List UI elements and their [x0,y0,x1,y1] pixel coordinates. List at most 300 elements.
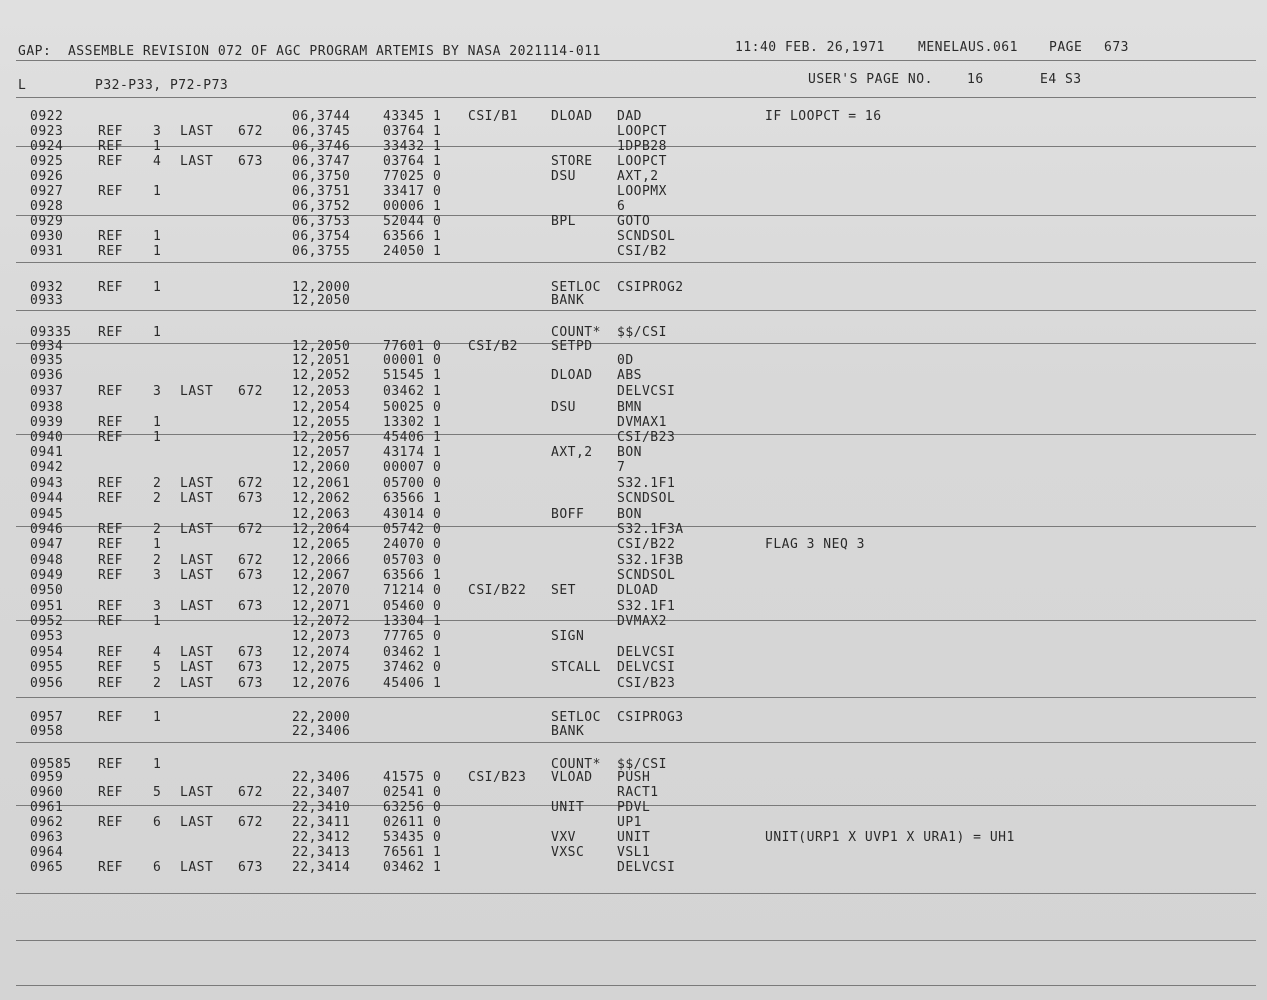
paper-rule [16,940,1256,941]
line-number: 0923 [30,124,64,139]
memory-address: 12,2066 [292,553,351,568]
octal-word: 03462 1 [383,384,442,399]
line-number: 0946 [30,522,64,537]
line-number: 0961 [30,800,64,815]
listing-row [0,384,1267,399]
ref-count: 1 [153,244,162,259]
operand: CSI/B23 [617,430,676,445]
ref-keyword: REF [98,568,123,583]
source-tag: MENELAUS.061 [918,40,1018,55]
octal-word: 77765 0 [383,629,442,644]
operand: SCNDSOL [617,229,676,244]
operand: LOOPCT [617,124,667,139]
memory-address: 12,2072 [292,614,351,629]
ref-count: 2 [153,676,162,691]
last-page: 672 [238,815,263,830]
memory-address: 06,3744 [292,109,351,124]
line-number: 0948 [30,553,64,568]
ref-keyword: REF [98,184,123,199]
listing-row [0,599,1267,614]
line-number: 0939 [30,415,64,430]
last-keyword: LAST [180,568,214,583]
operand: LOOPMX [617,184,667,199]
operand: DVMAX1 [617,415,667,430]
operand: CSIPROG2 [617,280,684,295]
memory-address: 12,2060 [292,460,351,475]
ref-count: 1 [153,229,162,244]
ref-count: 1 [153,757,162,772]
operand: CSI/B2 [617,244,667,259]
ref-count: 1 [153,325,162,340]
opcode: SETLOC [551,280,601,295]
memory-address: 06,3753 [292,214,351,229]
last-keyword: LAST [180,860,214,875]
paper-rule [16,893,1256,894]
octal-word: 03764 1 [383,154,442,169]
memory-address: 06,3754 [292,229,351,244]
octal-word: 05742 0 [383,522,442,537]
listing-row [0,860,1267,875]
operand: DVMAX2 [617,614,667,629]
opcode: SIGN [551,629,585,644]
line-number: 0933 [30,293,64,308]
memory-address: 22,3406 [292,724,351,739]
memory-address: 22,2000 [292,710,351,725]
line-number: 0925 [30,154,64,169]
operand: $$/CSI [617,325,667,340]
last-page: 672 [238,124,263,139]
listing-row [0,629,1267,644]
opcode: SETPD [551,339,593,354]
memory-address: 12,2052 [292,368,351,383]
ref-keyword: REF [98,476,123,491]
memory-address: 12,2075 [292,660,351,675]
octal-word: 53435 0 [383,830,442,845]
listing-row [0,139,1267,154]
operand: S32.1F3B [617,553,684,568]
header-rule [16,60,1256,61]
program-range: P32-P33, P72-P73 [95,78,229,93]
octal-word: 63566 1 [383,568,442,583]
listing-row [0,124,1267,139]
operand: CSI/B23 [617,676,676,691]
last-page: 673 [238,660,263,675]
users-page-label: USER'S PAGE NO. [808,72,933,87]
label-tag: CSI/B2 [468,339,518,354]
listing-row [0,583,1267,598]
line-number: 0924 [30,139,64,154]
ref-keyword: REF [98,614,123,629]
ref-count: 1 [153,710,162,725]
last-keyword: LAST [180,476,214,491]
memory-address: 12,2064 [292,522,351,537]
octal-word: 77601 0 [383,339,442,354]
ref-keyword: REF [98,553,123,568]
operand: DELVCSI [617,384,676,399]
label-tag: CSI/B22 [468,583,527,598]
octal-word: 76561 1 [383,845,442,860]
last-page: 672 [238,522,263,537]
operand: PDVL [617,800,651,815]
listing-row [0,676,1267,691]
octal-word: 43174 1 [383,445,442,460]
ref-count: 1 [153,280,162,295]
ref-keyword: REF [98,785,123,800]
listing-row [0,169,1267,184]
line-number: 0956 [30,676,64,691]
octal-word: 03462 1 [383,645,442,660]
octal-word: 63566 1 [383,229,442,244]
octal-word: 24050 1 [383,244,442,259]
last-page: 672 [238,476,263,491]
ref-keyword: REF [98,599,123,614]
last-page: 673 [238,154,263,169]
octal-word: 13304 1 [383,614,442,629]
label-tag: CSI/B23 [468,770,527,785]
operand: PUSH [617,770,651,785]
line-number: 0936 [30,368,64,383]
memory-address: 06,3752 [292,199,351,214]
line-number: 0952 [30,614,64,629]
memory-address: 06,3745 [292,124,351,139]
listing-row [0,537,1267,552]
last-page: 672 [238,785,263,800]
section-code: E4 S3 [1040,72,1082,87]
octal-word: 03462 1 [383,860,442,875]
line-number: 0942 [30,460,64,475]
opcode: DSU [551,400,576,415]
octal-word: 52044 0 [383,214,442,229]
listing-row [0,199,1267,214]
octal-word: 77025 0 [383,169,442,184]
memory-address: 12,2061 [292,476,351,491]
operand: $$/CSI [617,757,667,772]
listing-row [0,353,1267,368]
ref-keyword: REF [98,325,123,340]
last-keyword: LAST [180,645,214,660]
line-number: 0930 [30,229,64,244]
listing-row [0,293,1267,308]
octal-word: 63566 1 [383,491,442,506]
line-number: 0964 [30,845,64,860]
listing-row [0,460,1267,475]
octal-word: 45406 1 [383,676,442,691]
ref-count: 3 [153,384,162,399]
memory-address: 22,3406 [292,770,351,785]
memory-address: 22,3414 [292,860,351,875]
ref-keyword: REF [98,522,123,537]
ref-count: 5 [153,660,162,675]
listing-row [0,568,1267,583]
last-keyword: LAST [180,660,214,675]
listing-row [0,476,1267,491]
line-number: 0937 [30,384,64,399]
operand: VSL1 [617,845,651,860]
line-number: 0954 [30,645,64,660]
opcode: VXV [551,830,576,845]
line-number: 0950 [30,583,64,598]
ref-keyword: REF [98,124,123,139]
ref-count: 6 [153,815,162,830]
listing-row [0,415,1267,430]
memory-address: 12,2065 [292,537,351,552]
operand: LOOPCT [617,154,667,169]
print-timestamp: 11:40 FEB. 26,1971 [735,40,885,55]
opcode: SET [551,583,576,598]
octal-word: 45406 1 [383,430,442,445]
line-number: 0960 [30,785,64,800]
operand: BON [617,445,642,460]
last-page: 673 [238,676,263,691]
opcode: STCALL [551,660,601,675]
listing-row [0,430,1267,445]
memory-address: 12,2070 [292,583,351,598]
line-number: 0953 [30,629,64,644]
last-keyword: LAST [180,676,214,691]
opcode: BANK [551,724,585,739]
line-number: 0959 [30,770,64,785]
listing-row [0,553,1267,568]
opcode: UNIT [551,800,585,815]
memory-address: 06,3751 [292,184,351,199]
listing-row [0,845,1267,860]
listing-row [0,154,1267,169]
operand: DELVCSI [617,660,676,675]
operand: BMN [617,400,642,415]
operand: SCNDSOL [617,491,676,506]
listing-row [0,785,1267,800]
operand: GOTO [617,214,651,229]
last-keyword: LAST [180,124,214,139]
last-page: 673 [238,568,263,583]
operand: BON [617,507,642,522]
ref-keyword: REF [98,645,123,660]
octal-word: 13302 1 [383,415,442,430]
line-number: 0926 [30,169,64,184]
octal-word: 03764 1 [383,124,442,139]
ref-keyword: REF [98,139,123,154]
memory-address: 12,2063 [292,507,351,522]
octal-word: 02541 0 [383,785,442,800]
opcode: COUNT* [551,757,601,772]
octal-word: 50025 0 [383,400,442,415]
last-keyword: LAST [180,154,214,169]
ref-count: 1 [153,415,162,430]
ref-keyword: REF [98,815,123,830]
listing-row [0,815,1267,830]
line-number: 0931 [30,244,64,259]
listing-row [0,507,1267,522]
line-number: 0962 [30,815,64,830]
ref-keyword: REF [98,154,123,169]
memory-address: 12,2051 [292,353,351,368]
opcode: BOFF [551,507,585,522]
ref-keyword: REF [98,430,123,445]
octal-word: 51545 1 [383,368,442,383]
octal-word: 63256 0 [383,800,442,815]
last-keyword: LAST [180,785,214,800]
octal-word: 43345 1 [383,109,442,124]
line-number: 0922 [30,109,64,124]
operand: RACT1 [617,785,659,800]
line-number: 0949 [30,568,64,583]
memory-address: 12,2054 [292,400,351,415]
line-number: 0928 [30,199,64,214]
line-number: 0951 [30,599,64,614]
listing-row [0,724,1267,739]
opcode: SETLOC [551,710,601,725]
comment: FLAG 3 NEQ 3 [765,537,865,552]
opcode: COUNT* [551,325,601,340]
memory-address: 22,3407 [292,785,351,800]
listing-row [0,770,1267,785]
last-keyword: LAST [180,384,214,399]
ref-count: 2 [153,522,162,537]
line-number: 0947 [30,537,64,552]
listing-row [0,522,1267,537]
ref-count: 6 [153,860,162,875]
ref-keyword: REF [98,491,123,506]
ref-count: 2 [153,553,162,568]
listing-row [0,229,1267,244]
memory-address: 12,2050 [292,339,351,354]
memory-address: 06,3746 [292,139,351,154]
operand: AXT,2 [617,169,659,184]
operand: 7 [617,460,626,475]
octal-word: 05703 0 [383,553,442,568]
octal-word: 41575 0 [383,770,442,785]
memory-address: 12,2056 [292,430,351,445]
line-number: 0929 [30,214,64,229]
last-keyword: LAST [180,815,214,830]
line-number: 0955 [30,660,64,675]
last-keyword: LAST [180,491,214,506]
listing-row [0,645,1267,660]
memory-address: 12,2055 [292,415,351,430]
listing-row [0,244,1267,259]
listing-row [0,491,1267,506]
users-page-number: 16 [967,72,984,87]
memory-address: 06,3750 [292,169,351,184]
line-number: 09585 [30,757,72,772]
listing-row [0,800,1267,815]
ref-count: 4 [153,154,162,169]
operand: UP1 [617,815,642,830]
operand: DELVCSI [617,645,676,660]
line-number: 0927 [30,184,64,199]
listing-row [0,445,1267,460]
page-label: PAGE [1049,40,1083,55]
assembly-title: GAP: ASSEMBLE REVISION 072 OF AGC PROGRAM ARTEMIS BY NASA 2021114-011 [18,44,601,59]
last-keyword: LAST [180,553,214,568]
memory-address: 22,3411 [292,815,351,830]
paper-rule [16,262,1256,263]
listing-row [0,214,1267,229]
line-number: 0943 [30,476,64,491]
last-page: 672 [238,384,263,399]
last-keyword: LAST [180,522,214,537]
octal-word: 05700 0 [383,476,442,491]
memory-address: 12,2071 [292,599,351,614]
operand: CSI/B22 [617,537,676,552]
ref-keyword: REF [98,384,123,399]
listing-row [0,368,1267,383]
ref-count: 1 [153,614,162,629]
paper-rule [16,697,1256,698]
ref-count: 5 [153,785,162,800]
octal-word: 37462 0 [383,660,442,675]
memory-address: 12,2050 [292,293,351,308]
opcode: STORE [551,154,593,169]
memory-address: 22,3412 [292,830,351,845]
ref-count: 1 [153,537,162,552]
line-number: 0965 [30,860,64,875]
operand: UNIT [617,830,651,845]
listing-row [0,184,1267,199]
listing-row [0,710,1267,725]
operand: DAD [617,109,642,124]
ref-keyword: REF [98,537,123,552]
last-page: 673 [238,645,263,660]
ref-count: 1 [153,184,162,199]
line-number: 09335 [30,325,72,340]
ref-keyword: REF [98,710,123,725]
operand: CSIPROG3 [617,710,684,725]
page-number: 673 [1104,40,1129,55]
ref-keyword: REF [98,757,123,772]
left-code: L [18,78,27,93]
memory-address: 06,3755 [292,244,351,259]
opcode: AXT,2 [551,445,593,460]
octal-word: 05460 0 [383,599,442,614]
last-keyword: LAST [180,599,214,614]
ref-keyword: REF [98,244,123,259]
operand: 0D [617,353,634,368]
listing-row [0,400,1267,415]
operand: DELVCSI [617,860,676,875]
octal-word: 43014 0 [383,507,442,522]
opcode: DSU [551,169,576,184]
memory-address: 12,2074 [292,645,351,660]
octal-word: 24070 0 [383,537,442,552]
operand: SCNDSOL [617,568,676,583]
line-number: 0934 [30,339,64,354]
line-number: 0940 [30,430,64,445]
operand: S32.1F1 [617,599,676,614]
operand: S32.1F1 [617,476,676,491]
ref-keyword: REF [98,280,123,295]
line-number: 0938 [30,400,64,415]
memory-address: 06,3747 [292,154,351,169]
listing-row [0,325,1267,340]
opcode: VXSC [551,845,585,860]
memory-address: 12,2057 [292,445,351,460]
operand: ABS [617,368,642,383]
ref-count: 3 [153,124,162,139]
memory-address: 22,3410 [292,800,351,815]
ref-keyword: REF [98,229,123,244]
operand: 1DPB28 [617,139,667,154]
ref-count: 2 [153,476,162,491]
listing-row [0,109,1267,124]
paper-rule [16,310,1256,311]
paper-rule [16,742,1256,743]
listing-row [0,614,1267,629]
operand: 6 [617,199,626,214]
octal-word: 02611 0 [383,815,442,830]
last-page: 672 [238,553,263,568]
operand: S32.1F3A [617,522,684,537]
